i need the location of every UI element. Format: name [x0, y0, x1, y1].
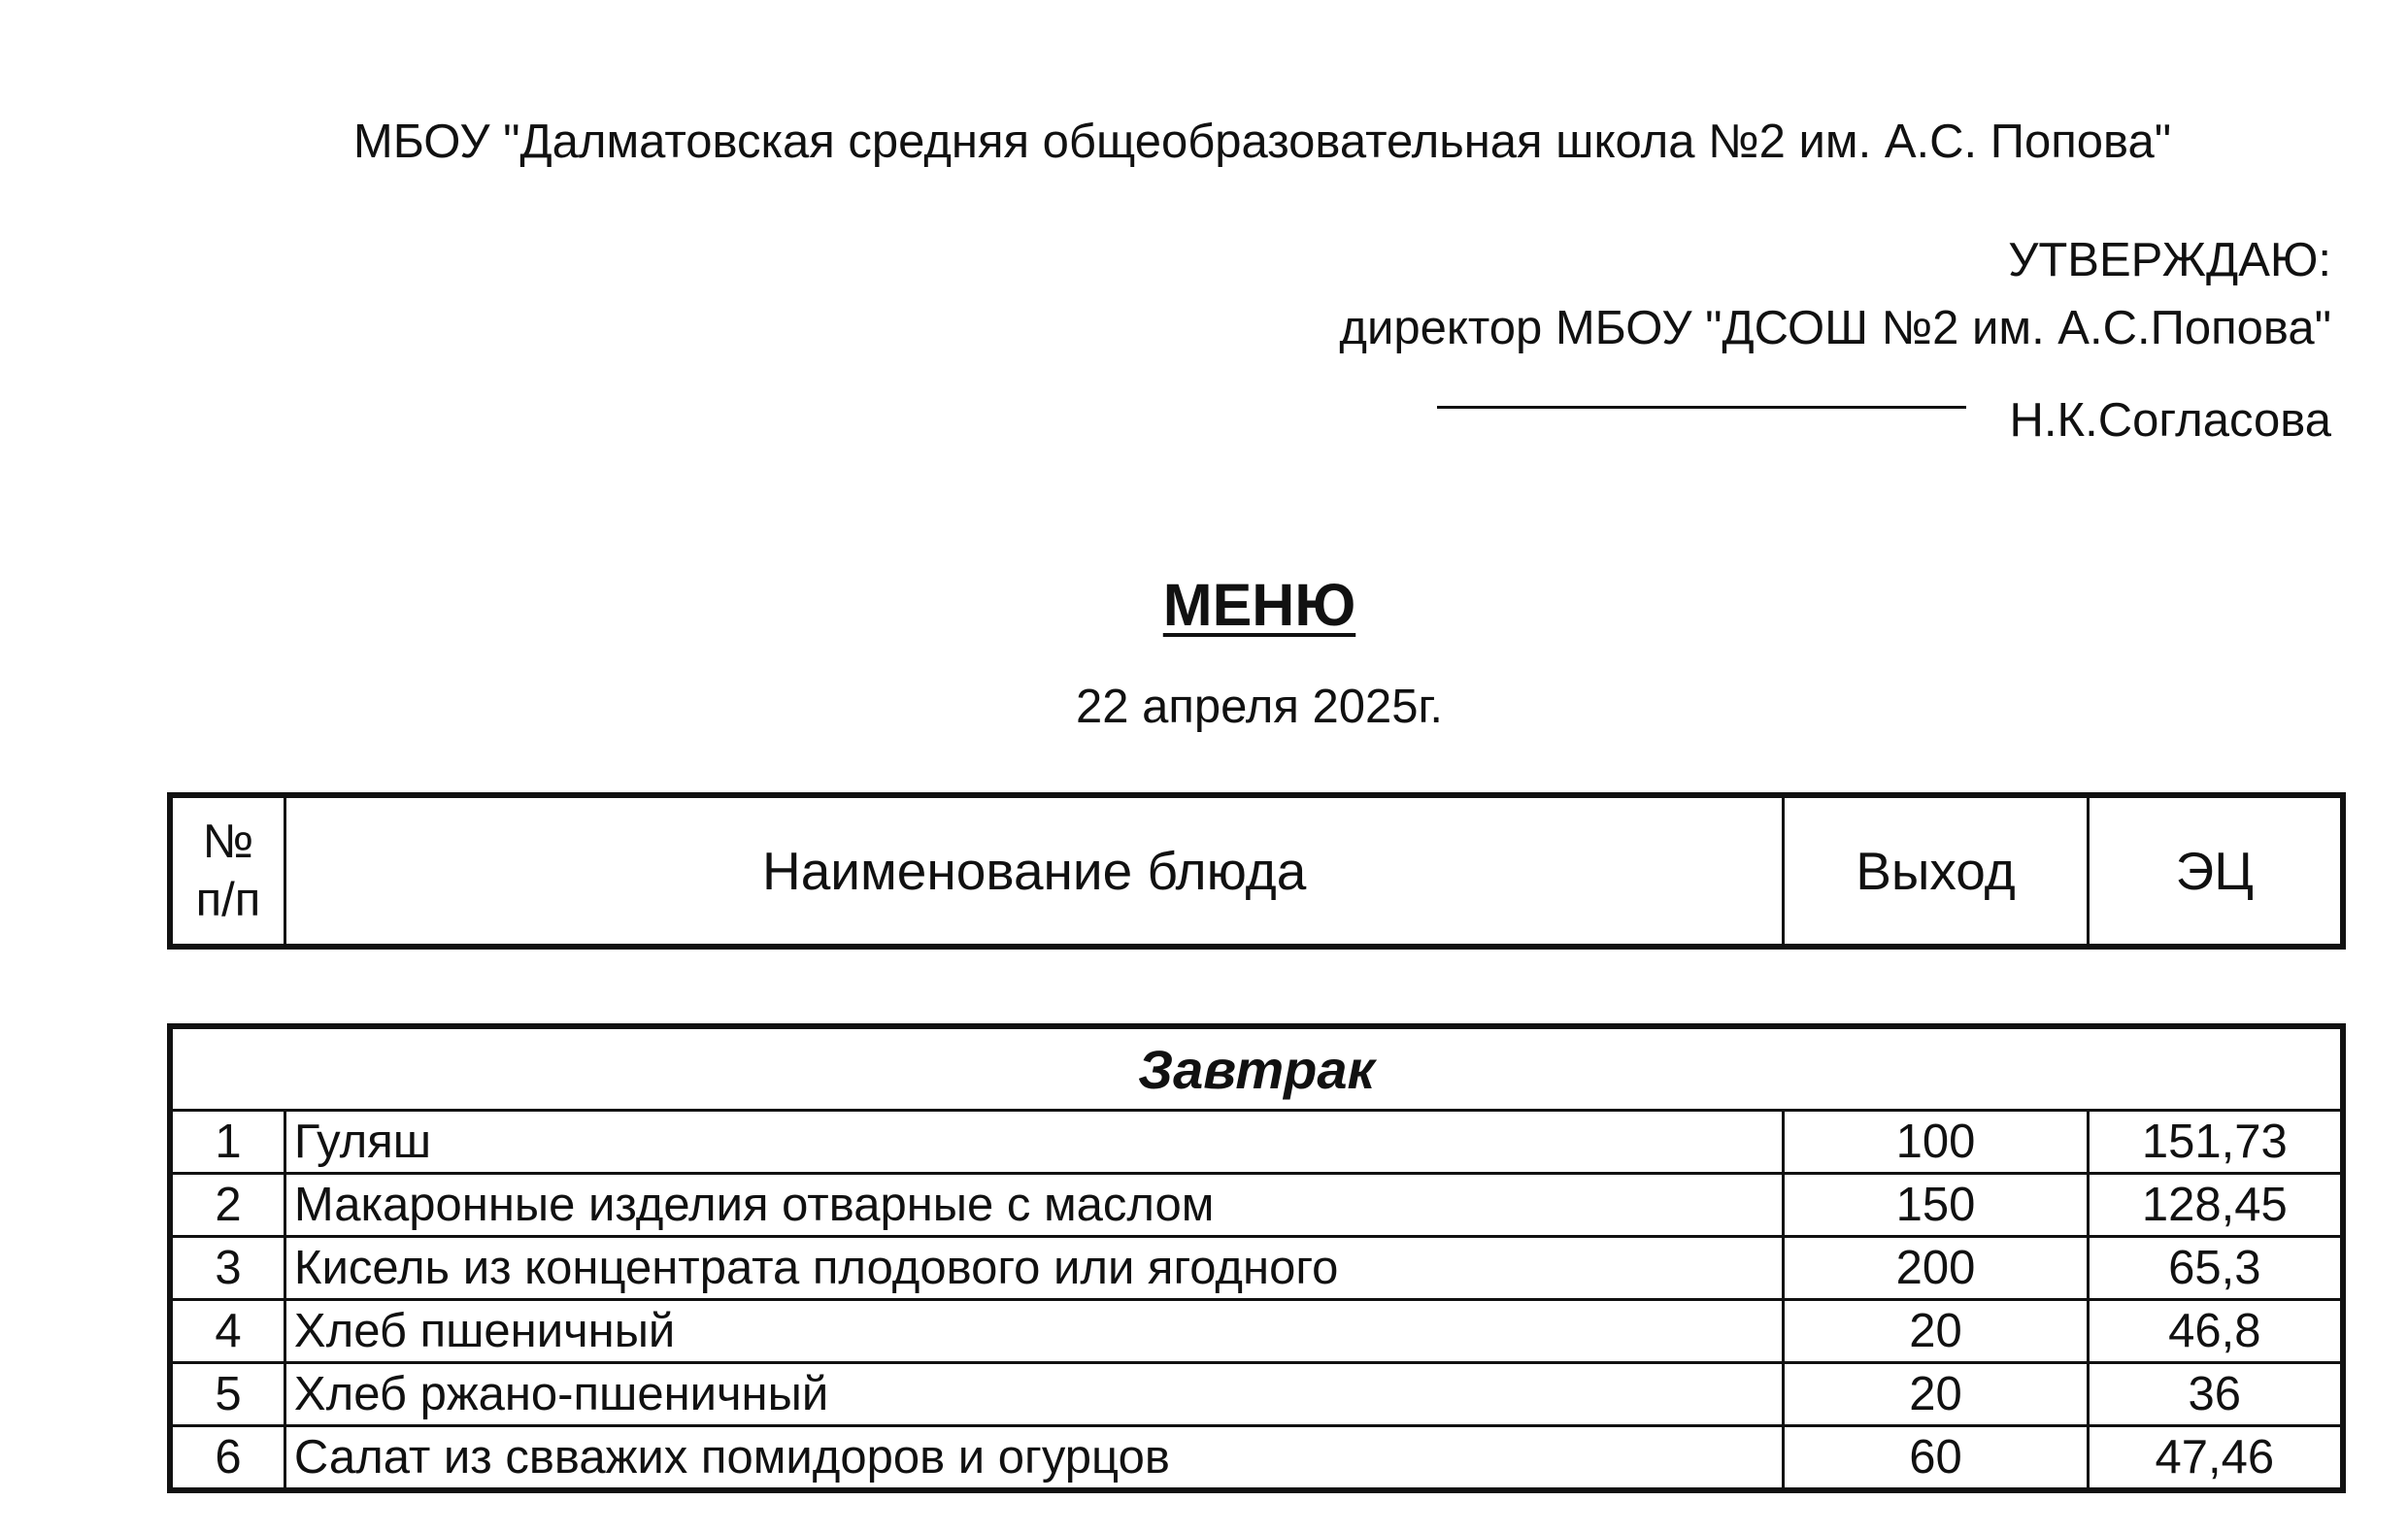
dish-output: 200	[1784, 1237, 2088, 1300]
dish-name: Кисель из концентрата плодового или ягодного	[284, 1237, 1784, 1300]
signature-line	[1437, 406, 1966, 409]
approval-position: директор МБОУ "ДСОШ №2 им. А.С.Попова"	[1339, 302, 2331, 354]
table-row	[170, 1237, 2343, 1300]
header-number-abbr: п/п	[195, 874, 261, 926]
row-number: 1	[170, 1111, 284, 1174]
row-number: 5	[170, 1363, 284, 1426]
table-row	[170, 1111, 2343, 1174]
menu-title: МЕНЮ	[1162, 572, 1356, 638]
header-number-symbol: №	[202, 816, 254, 868]
row-number: 3	[170, 1237, 284, 1300]
dish-output: 20	[1784, 1363, 2088, 1426]
dish-ec: 128,45	[2088, 1174, 2343, 1237]
table-row	[170, 1174, 2343, 1237]
menu-table-header	[167, 792, 2346, 950]
approval-title: УТВЕРЖДАЮ:	[2008, 234, 2331, 286]
organization-name: МБОУ "Далматовская средняя общеобразовательная школа №2 им. А.С. Попова"	[352, 116, 2172, 168]
table-row	[170, 1363, 2343, 1426]
dish-output: 100	[1784, 1111, 2088, 1174]
dish-ec: 65,3	[2088, 1237, 2343, 1300]
dish-name: Салат из свважих помидоров и огурцов	[284, 1426, 1784, 1491]
table-row	[170, 1300, 2343, 1363]
approval-name: Н.К.Согласова	[2009, 394, 2331, 447]
section-row	[170, 1026, 2343, 1111]
header-ec: ЭЦ	[2088, 795, 2343, 947]
dish-name: Гуляш	[284, 1111, 1784, 1174]
row-number: 4	[170, 1300, 284, 1363]
dish-ec: 36	[2088, 1363, 2343, 1426]
row-number: 6	[170, 1426, 284, 1491]
dish-ec: 151,73	[2088, 1111, 2343, 1174]
dish-name: Хлеб пшеничный	[284, 1300, 1784, 1363]
table-row	[170, 1426, 2343, 1491]
section-title: Завтрак	[170, 1026, 2343, 1111]
dish-name: Макаронные изделия отварные с маслом	[284, 1174, 1784, 1237]
dish-name: Хлеб ржано-пшеничный	[284, 1363, 1784, 1426]
dish-ec: 46,8	[2088, 1300, 2343, 1363]
header-dish-name: Наименование блюда	[284, 795, 1784, 947]
dish-output: 60	[1784, 1426, 2088, 1491]
dish-output: 20	[1784, 1300, 2088, 1363]
dish-output: 150	[1784, 1174, 2088, 1237]
header-number	[170, 795, 284, 947]
header-output: Выход	[1784, 795, 2088, 947]
row-number: 2	[170, 1174, 284, 1237]
header-row	[170, 795, 2343, 947]
dish-ec: 47,46	[2088, 1426, 2343, 1491]
menu-table	[167, 1023, 2346, 1493]
menu-date: 22 апреля 2025г.	[1075, 681, 1444, 733]
